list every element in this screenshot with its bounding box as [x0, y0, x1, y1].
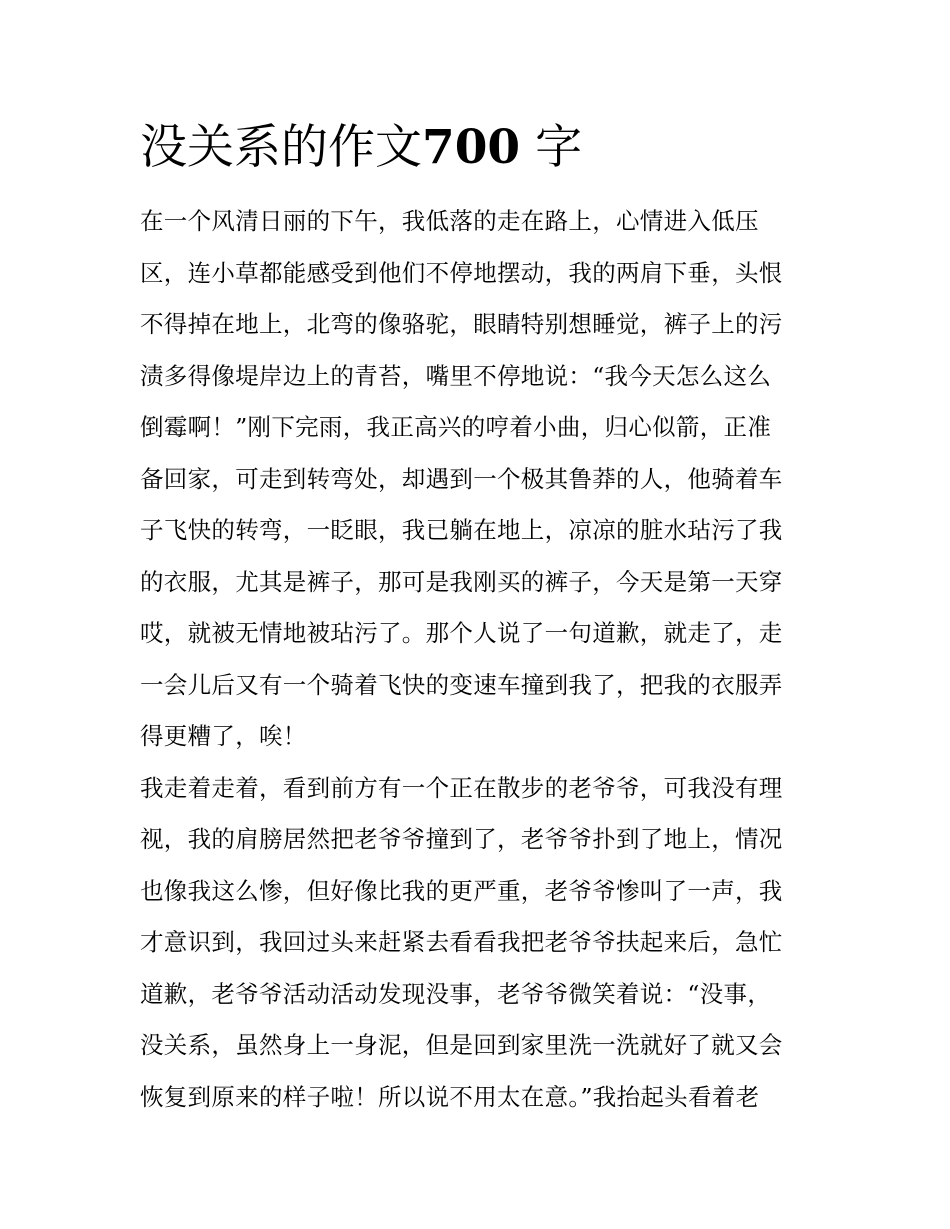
text-line: 道歉，老爷爷活动活动发现没事，老爷爷微笑着说：“没事， — [140, 979, 772, 1008]
text-line: 在一个风清日丽的下午，我低落的走在路上，心情进入低压 — [140, 207, 759, 235]
title-suffix: 字 — [535, 120, 583, 175]
text-line: 渍多得像堤岸边上的青苔，嘴里不停地说：“我今天怎么这么 — [140, 361, 772, 390]
title-text: 没关系的作文 — [140, 120, 422, 175]
text-line: 不得掉在地上，北弯的像骆驼，眼睛特别想睡觉，裤子上的污 — [140, 310, 783, 338]
page-title — [140, 118, 582, 178]
text-line: 哎，就被无情地被玷污了。那个人说了一句道歉，就走了，走 — [140, 619, 783, 647]
text-line: 的衣服，尤其是裤子，那可是我刚买的裤子，今天是第一天穿 — [140, 567, 783, 596]
text-line: 一会儿后又有一个骑着飞快的变速车撞到我了，把我的衣服弄 — [140, 670, 783, 699]
text-line: 我走着走着，看到前方有一个正在散步的老爷爷，可我没有理 — [140, 773, 783, 802]
text-line: 没关系，虽然身上一身泥，但是回到家里洗一洗就好了就又会 — [140, 1031, 783, 1059]
text-line: 备回家，可走到转弯处，却遇到一个极其鲁莽的人，他骑着车 — [140, 464, 783, 493]
text-line: 得更糟了，唉！ — [140, 722, 307, 750]
text-line: 倒霉啊！”刚下完雨，我正高兴的哼着小曲，归心似箭，正准 — [140, 413, 772, 441]
text-line: 子飞快的转弯，一眨眼，我已躺在地上，凉凉的脏水玷污了我 — [140, 516, 783, 544]
text-line: 恢复到原来的样子啦！所以说不用太在意。”我抬起头看着老 — [140, 1082, 760, 1111]
essay-body — [140, 196, 820, 1123]
text-line: 区，连小草都能感受到他们不停地摆动，我的两肩下垂，头恨 — [140, 258, 783, 287]
text-line: 视，我的肩膀居然把老爷爷撞到了，老爷爷扑到了地上，情况 — [140, 825, 783, 853]
title-number: 700 — [422, 120, 521, 175]
text-line: 也像我这么惨，但好像比我的更严重，老爷爷惨叫了一声，我 — [140, 876, 783, 905]
text-line: 才意识到，我回过头来赶紧去看看我把老爷爷扶起来后，急忙 — [140, 928, 783, 956]
